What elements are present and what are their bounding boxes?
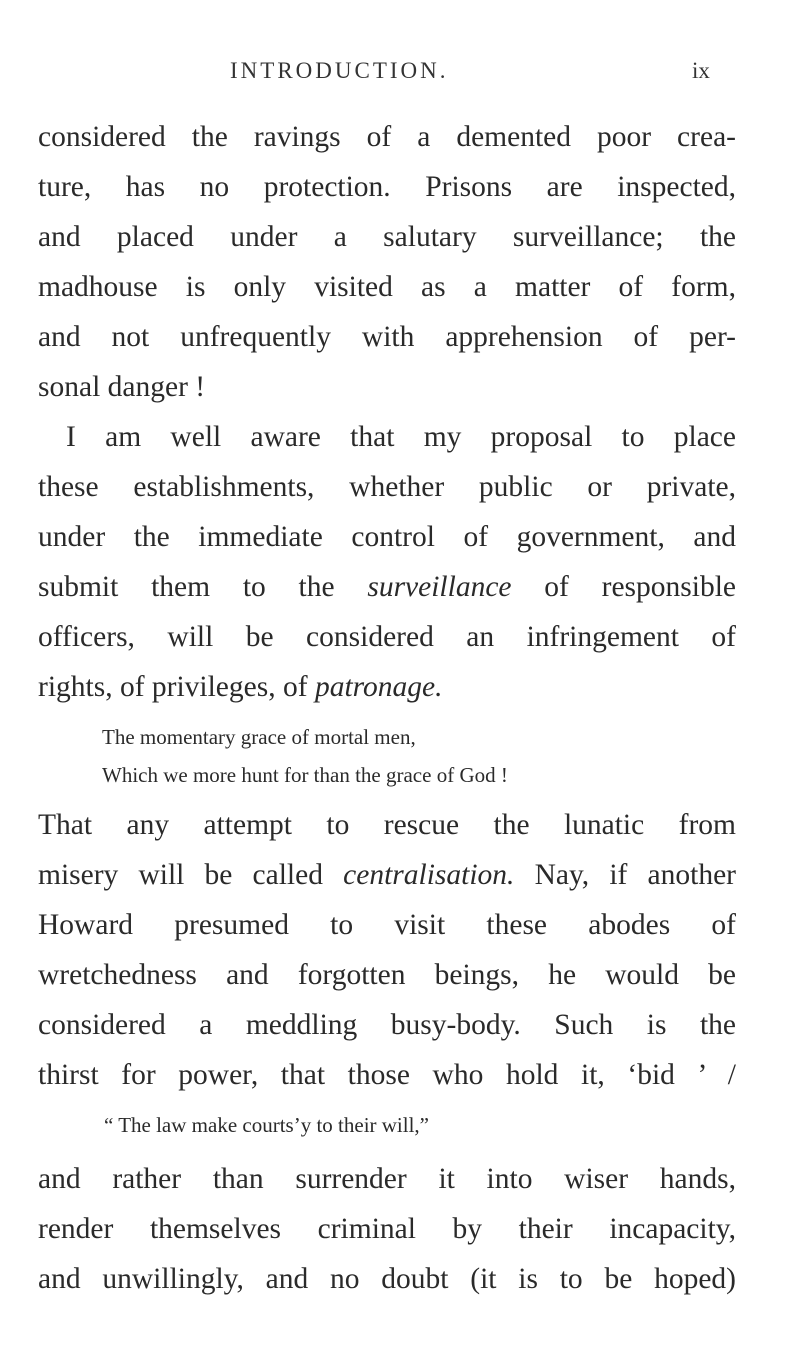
paragraph-3 <box>38 800 736 1100</box>
text-line: and not unfrequently with apprehension of per- <box>38 321 736 353</box>
page-header <box>0 58 800 98</box>
text-line <box>38 662 736 712</box>
text-line: render themselves criminal by their incapacity, <box>38 1213 736 1245</box>
running-title: INTRODUCTION. <box>230 58 449 83</box>
italic-term: surveillance <box>367 571 512 603</box>
quote-line: Which we more hunt for than the grace of God ! <box>102 763 508 787</box>
text-line: officers, will be considered an infringement of <box>38 621 736 653</box>
text-line: and unwillingly, and no doubt (it is to be hoped) <box>38 1263 736 1295</box>
italic-term: centralisation. <box>343 859 515 891</box>
text-span: misery will be called <box>38 859 344 891</box>
text-line: I am well aware that my proposal to place <box>66 421 736 453</box>
text-span: Nay, if another <box>514 859 736 891</box>
text-line: ture, has no protection. Prisons are inspected, <box>38 171 736 203</box>
text-line: wretchedness and forgotten beings, he would be <box>38 959 736 991</box>
verse-quote-1 <box>38 718 736 794</box>
text-line <box>38 562 736 612</box>
text-line: sonal danger ! <box>38 371 206 403</box>
text-line: madhouse is only visited as a matter of form, <box>38 271 736 303</box>
text-span: rights, of privileges, of <box>38 671 315 703</box>
text-line: thirst for power, that those who hold it, ‘bid ’ / <box>38 1059 736 1091</box>
body-text <box>38 112 736 1304</box>
text-line: Howard presumed to visit these abodes of <box>38 909 736 941</box>
text-line: considered the ravings of a demented poor crea- <box>38 121 736 153</box>
verse-quote-2: “ The law make courts’y to their will,” <box>104 1113 430 1137</box>
italic-term: patronage. <box>314 671 443 703</box>
text-line: considered a meddling busy-body. Such is the <box>38 1009 736 1041</box>
text-line: and rather than surrender it into wiser hands, <box>38 1163 736 1195</box>
paragraph-4 <box>38 1154 736 1304</box>
paragraph-2 <box>38 412 736 712</box>
text-line: That any attempt to rescue the lunatic from <box>38 809 736 841</box>
paragraph-1 <box>38 112 736 412</box>
page-number: ix <box>692 58 710 83</box>
text-line: and placed under a salutary surveillance; the <box>38 221 736 253</box>
text-line <box>38 850 736 900</box>
quote-line: The momentary grace of mortal men, <box>102 725 416 749</box>
text-span: of responsible <box>511 571 736 603</box>
text-span: submit them to the <box>38 571 368 603</box>
text-line: under the immediate control of government, and <box>38 521 736 553</box>
text-line: these establishments, whether public or private, <box>38 471 736 503</box>
